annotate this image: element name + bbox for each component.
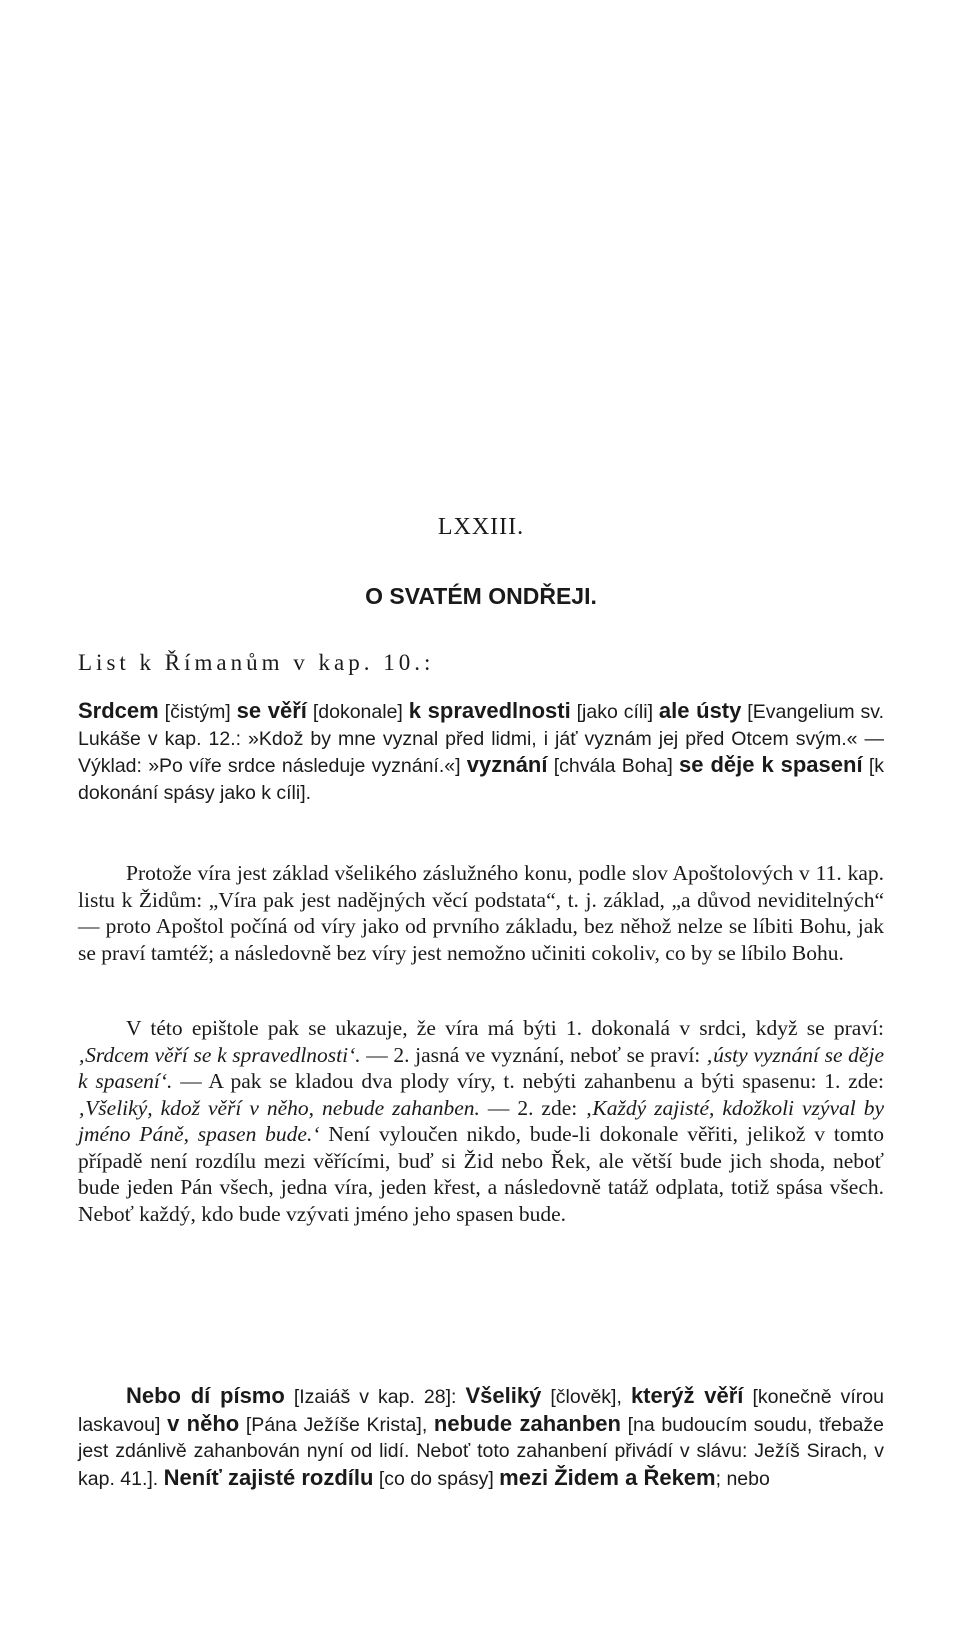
scripture-text: v něho xyxy=(167,1410,240,1436)
commentary-paragraph-2 xyxy=(78,1015,884,1227)
commentary-text: Není vyloučen nikdo, bude-li dokonale věřiti, jelikož v tomto případě není rozdílu mezi věřícími, buď si Žid nebo Řek, ale větší bude jich shoda, neboť bude jeden Pán všech, jedna víra, jeden křest, a následovně tatáž odplata, totiž spása všech. Neboť každý, kdo bude vzývati jméno jeho spasen bude. xyxy=(78,1122,884,1226)
gloss-text: ; nebo xyxy=(715,1467,770,1490)
quotation-text: ‚Každý zajisté, kdožkoli vzýval by jméno Páně, spasen bude.‘ xyxy=(78,1095,884,1146)
gloss-text: [Evangelium sv. Lukáše v kap. 12.: »Kdož by mne vyznal před lidmi, i jáť vyznám jej před Otcem svým.« — Výklad: »Po víře srdce následuje vyznání.«] xyxy=(78,701,885,777)
scripture-text: nebude zahanben xyxy=(433,1410,621,1436)
scripture-paragraph-1 xyxy=(78,698,884,806)
gloss-text: [jako cíli] xyxy=(570,701,659,723)
scripture-text: ale ústy xyxy=(658,698,742,723)
scripture-text: kterýž věří xyxy=(630,1383,744,1408)
commentary-paragraph-1: Protože víra jest základ všelikého záslužného konu, podle slov Apoštolových v 11. kap. listu k Židům: „Víra pak jest nadějných věcí podstata“, t. j. základ, „a důvod neviditelných“ — proto Apoštol počíná od víry jako od prvního základu, bez něhož nelze se líbiti Bohu, jak se praví tamtéž; a následovně bez víry jest nemožno učiniti cokoliv, co by se líbilo Bohu. xyxy=(78,861,884,965)
scripture-text: Nebo dí písmo xyxy=(126,1383,285,1408)
gloss-text: [Izaiáš v kap. 28]: xyxy=(284,1386,466,1408)
gloss-text: [na budoucím soudu, třebaže jest zdánlivě zahanbován nyní od lidí. Neboť toto zahanbení přivádí v slávu: Ježíš Sirach, v kap. 41.]. xyxy=(78,1413,884,1490)
gloss-text: [chvála Boha] xyxy=(547,755,680,777)
gloss-text: [k dokonání spásy jako k cíli]. xyxy=(78,755,884,804)
chapter-title: O SVATÉM ONDŘEJI. xyxy=(365,583,597,609)
scripture-text: Neníť zajisté rozdílu xyxy=(163,1464,374,1490)
quotation-text: ‚Srdcem věří se k spravedlnosti‘. xyxy=(78,1042,361,1067)
chapter-number: LXXIII. xyxy=(437,514,525,540)
gloss-text: [konečně vírou laskavou] xyxy=(78,1386,884,1436)
scripture-text: mezi Židem a Řekem xyxy=(499,1464,716,1490)
gloss-text: [Pána Ježíše Krista], xyxy=(239,1413,434,1436)
scripture-text: k spravedlnosti xyxy=(408,698,571,723)
commentary-text: — A pak se kladou dva plody víry, t. nebýti zahanbenu a býti spasenu: 1. zde: xyxy=(172,1069,884,1093)
gloss-text: [co do spásy] xyxy=(373,1467,500,1490)
commentary-text: — 2. zde: xyxy=(479,1095,586,1120)
scripture-text: Všeliký xyxy=(465,1383,542,1408)
scripture-paragraph-2 xyxy=(78,1383,884,1492)
source-reference: List k Římanům v kap. 10.: xyxy=(78,650,435,675)
gloss-text: [čistým] xyxy=(158,701,237,723)
scripture-text: Srdcem xyxy=(78,698,159,723)
quotation-text: ‚Všeliký, kdož věří v něho, nebude zahanben. xyxy=(78,1095,480,1120)
document-page xyxy=(78,0,884,1649)
gloss-text: [dokonale] xyxy=(306,701,409,723)
scripture-text: se věří xyxy=(236,698,307,723)
scripture-text: se děje k spasení xyxy=(679,752,863,777)
quotation-text: ‚ústy vyznání se děje k spasení‘. xyxy=(78,1042,884,1093)
commentary-text: V této epištole pak se ukazuje, že víra má býti 1. dokonalá v srdci, když se praví: xyxy=(126,1016,884,1040)
gloss-text: [člověk], xyxy=(541,1386,631,1408)
commentary-text: — 2. jasná ve vyznání, neboť se praví: xyxy=(360,1042,706,1067)
scripture-text: vyznání xyxy=(466,752,548,777)
